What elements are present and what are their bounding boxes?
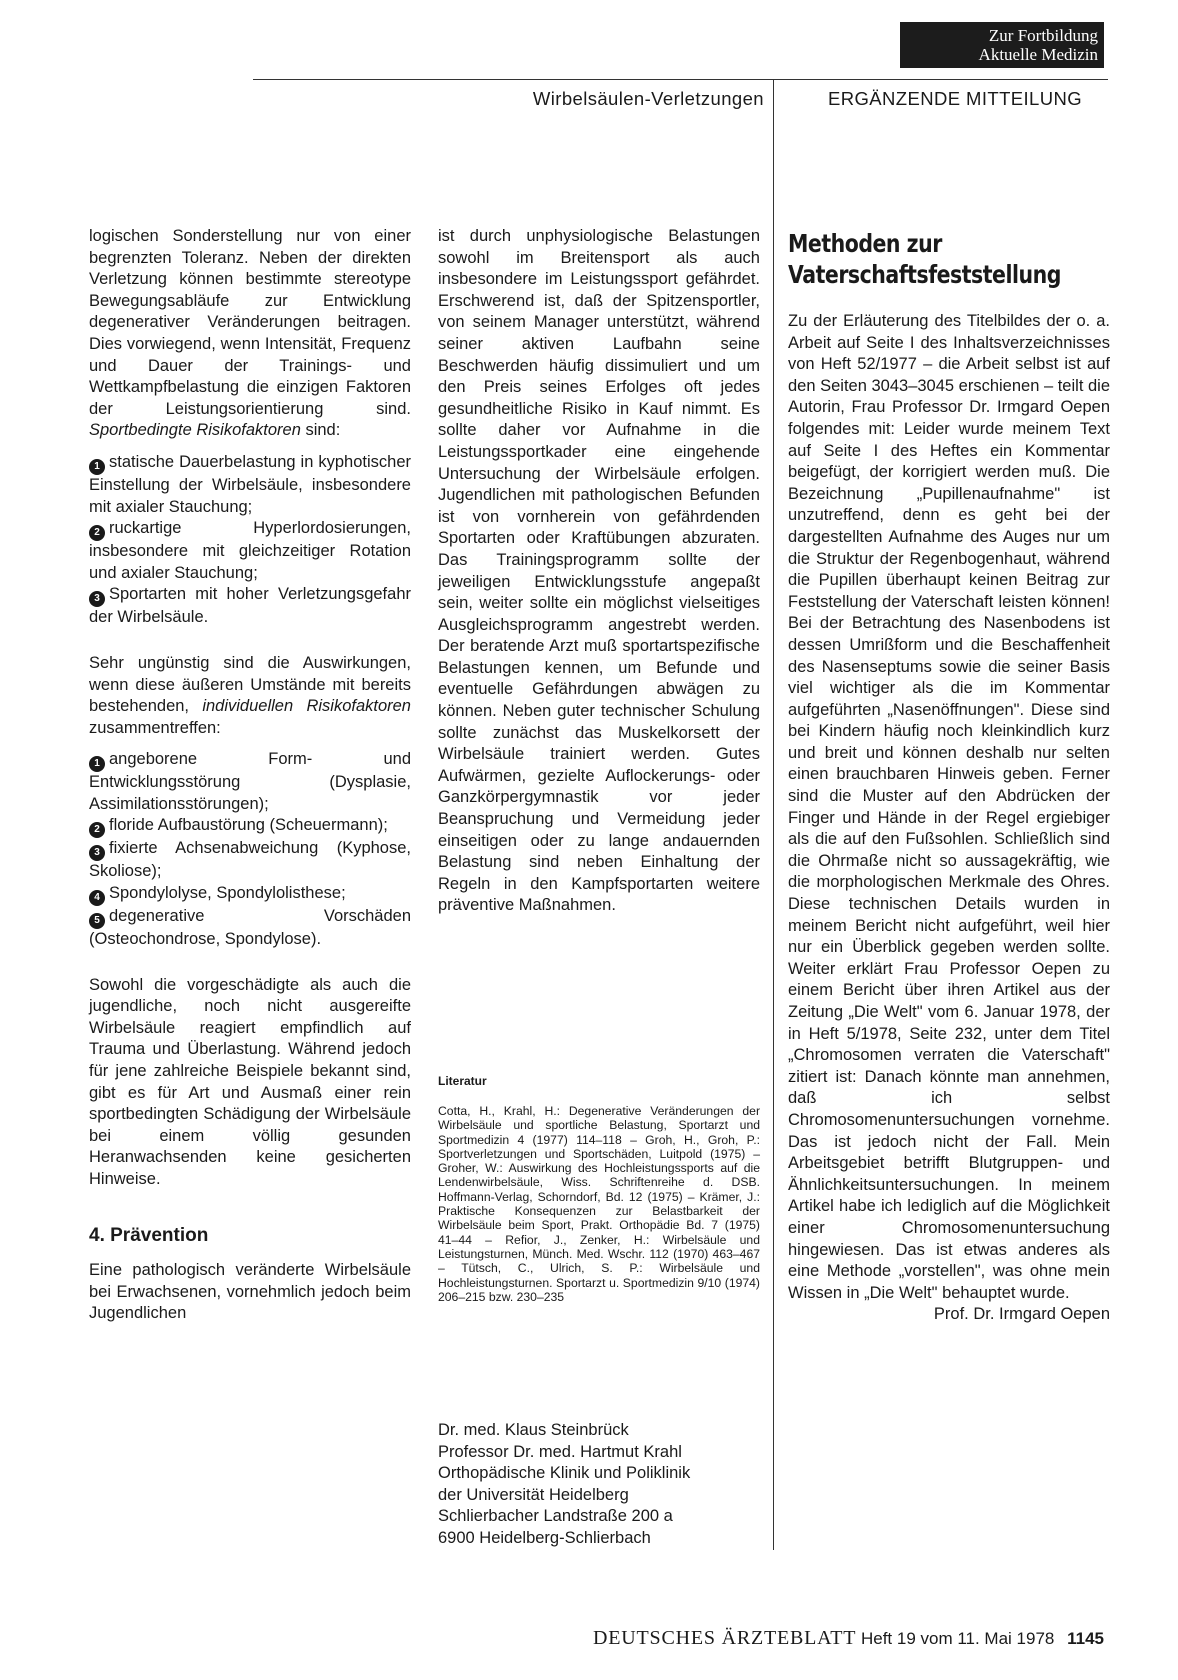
text-span: zusammentreffen: — [89, 718, 221, 737]
address-line: Dr. med. Klaus Steinbrück — [438, 1421, 629, 1439]
list-item-text: Sportarten mit hoher Verletzungsgefahr der Wirbelsäule. — [89, 585, 411, 627]
article-title — [788, 228, 1059, 290]
column-divider — [773, 79, 774, 1550]
list-item-text: statische Dauerbelastung in kyphotischer Einstellung der Wirbelsäule, insbesondere mit axialer Stauchung; — [89, 452, 411, 516]
title-line-1: Methoden zur — [788, 229, 942, 258]
list-item-text: Spondylolyse, Spondylolisthese; — [109, 884, 346, 903]
address-line: Orthopädische Klinik und Poliklinik — [438, 1464, 691, 1483]
paragraph: Sowohl die vorgeschädigte als auch die jugendliche, noch nicht ausgereifte Wirbelsäule reagiert empfindlich auf Trauma und Überlastung. Während jedoch für jene zahlreiche Beispiele bekannt sind, gibt es für Art und Ausmaß einer rein sportbedingten Schädigung der Wirbelsäule bei einem völlig gesunden Heranwachsenden keine gesicherten Hinweise. — [89, 975, 411, 1188]
list-item — [89, 838, 411, 883]
paragraph: Eine pathologisch veränderte Wirbelsäule bei Erwachsenen, vornehmlich jedoch beim Jugendlichen — [89, 1261, 411, 1323]
issue-info: Heft 19 vom 11. Mai 1978 — [860, 1629, 1055, 1648]
badge-line-2: Aktuelle Medizin — [978, 45, 1098, 64]
list-item — [89, 815, 411, 838]
list-item-text: fixierte Achsenabweichung (Kyphose, Skoliose); — [89, 839, 411, 881]
paragraph: Zu der Erläuterung des Titelbildes der o. a. Arbeit auf Seite I des Inhaltsverzeichnisses von Heft 52/1977 – die Arbeit selbst ist auf den Seiten 3043–3045 erschienen – teilt die Autorin, Frau Professor Dr. Irmgard Oepen folgendes mit: Leider wurde meinem Text auf Seite I des Heftes ein Kommentar beigefügt, der korrigiert werden muß. Die Bezeichnung „Pupillenaufnahme" ist unzutreffend, denn es geht bei der dargestellten Aufnahme des Auges nur um die Struktur der Regenbogenhaut, während die Pupillen überhaupt keinen Beitrag zur Feststellung der Vaterschaft leisten können! Bei der Betrachtung des Nasenbodens ist dessen Umrißform und die Beschaffenheit des Nasenseptums sowie die seiner Basis viel wichtiger als die im Kommentar aufgeführten „Nasenöffnungen". Diese sind bei Kindern häufig noch kleinkindlich kurz und breit und können deshalb nur selten einen brauchbaren Hinweis geben. Ferner sind die Muster auf den Abdrücken der Finger und Hände in der Regel ergiebiger als die auf den Fußsohlen. Schließlich sind die Ohrmaße nicht so aussagekräftig, wie die morphologischen Merkmale des Ohres. Diese technischen Details wurden in meinem Bericht nicht aufgeführt, weil hier nur ein Überblick gegeben werden sollte. Weiter erklärt Frau Professor Oepen zu einem Bericht über ihren Artikel aus der Zeitung „Die Welt" vom 6. Januar 1978, der in Heft 5/1978, Seite 232, unter dem Titel „Chromosomen verraten die Vaterschaft" zitiert ist: Danach könnte man annehmen, daß ich selbst Chromosomenuntersuchungen vornehme. Das ist jedoch nicht der Fall. Mein Arbeitsgebiet betrifft Blutgruppen- und Ähnlichkeitsuntersuchungen. In meinem Artikel habe ich lediglich auf die Möglichkeit einer Chromosomenuntersuchung hingewiesen. Das ist etwas anderes als eine Methode „vorstellen", was ohne mein Wissen in „Die Welt" behauptet wurde. — [788, 312, 1110, 1302]
address-line: 6900 Heidelberg-Schlierbach — [438, 1528, 651, 1547]
list-item — [89, 452, 411, 518]
number-bullet-icon: 2 — [89, 525, 105, 541]
section-heading: 4. Prävention — [89, 1224, 209, 1246]
signature: Prof. Dr. Irmgard Oepen — [933, 1305, 1110, 1324]
journal-name: DEUTSCHES ÄRZTEBLATT — [593, 1627, 857, 1649]
number-bullet-icon: 3 — [89, 845, 105, 861]
author-address — [438, 1420, 690, 1550]
italic-term: Sportbedingte Risikofaktoren — [89, 421, 301, 440]
paragraph — [89, 226, 411, 442]
text-span: Sehr ungünstig sind die Auswirkungen, wenn diese äußeren Umstände mit bereits bestehenden, — [89, 653, 411, 716]
number-bullet-icon: 2 — [89, 822, 105, 838]
column-2 — [438, 226, 760, 917]
badge-line-1: Zur Fortbildung — [988, 26, 1098, 45]
number-bullet-icon: 1 — [89, 756, 105, 772]
text-span: logischen Sonderstellung nur von einer begrenzten Toleranz. Neben der direkten Verletzung können bestimmte stereotype Bewegungsabläufe zur Entwicklung degenerativer Veränderungen beitragen. Dies vorwiegend, wenn Intensität, Frequenz und Dauer der Trainings- und Wettkampfbelastung die einzigen Faktoren der Leistungsorientierung sind. — [89, 227, 411, 418]
running-header-right: ERGÄNZENDE MITTEILUNG — [828, 88, 1083, 109]
literature-list: Cotta, H., Krahl, H.: Degenerative Veränderungen der Wirbelsäule und sportliche Belastung, Sportarzt und Sportmedizin 4 (1977) 114–118 – Groh, H., Groh, P.: Sportverletzungen und Sportschäden, Luitpold (1975) – Groher, W.: Auswirkung des Hochleistungssports auf die Lendenwirbelsäule, Wiss. Schriftenreihe d. DSB. Hoffmann-Verlag, Schorndorf, Bd. 12 (1975) – Krämer, J.: Praktische Konsequenzen zur Belastbarkeit der Wirbelsäule beim Sport, Prakt. Orthopädie Bd. 7 (1975) 41–44 – Refior, J., Zenker, H.: Wirbelsäule und Leistungsturnen, Münch. Med. Wschr. 112 (1970) 463–467 – Tütsch, C., Ulrich, S. P.: Wirbelsäule und Hochleistungsturnen. Sportarzt u. Sportmedizin 9/10 (1974) 206–215 bzw. 230–235 — [438, 1104, 760, 1304]
paragraph — [89, 653, 411, 739]
section-badge — [900, 22, 1104, 68]
list-item-text: degenerative Vorschäden (Osteochondrose, Spondylose). — [89, 907, 411, 949]
literature-heading: Literatur — [438, 1074, 487, 1088]
running-header-left: Wirbelsäulen-Verletzungen — [532, 88, 764, 109]
number-bullet-icon: 5 — [89, 913, 105, 929]
risk-list-individual — [89, 749, 411, 950]
page-number: 1145 — [1067, 1629, 1104, 1648]
address-line: Schlierbacher Landstraße 200 a — [438, 1507, 673, 1526]
text-span: sind: — [305, 421, 341, 440]
list-item-text: angeborene Form- und Entwicklungsstörung (Dysplasie, Assimilationsstörungen); — [89, 750, 411, 813]
page-footer — [593, 1627, 1104, 1650]
paragraph: ist durch unphysiologische Belastungen sowohl im Breitensport als auch insbesondere im Leistungssport gefährdet. Erschwerend ist, daß der Spitzensportler, von seinem Manager unterstützt, während seiner aktiven Laufbahn seine Beschwerden häufig dissimuliert und um den Preis seines Erfolges oft jedes gesundheitliche Risiko in Kauf nimmt. Es sollte daher vor Aufnahme in die Leistungssportkader eine eingehende Untersuchung der Wirbelsäule erfolgen. Jugendlichen mit pathologischen Befunden ist von vornherein von gefährdenden Sportarten oder Kraftübungen abzuraten. Das Trainingsprogramm sollte der jeweiligen Entwicklungsstufe angepaßt sein, weiter sollte ein möglichst vielseitiges Ausgleichsprogramm angestrebt werden. Der beratende Arzt muß sportartspezifische Belastungen kennen, um Befunde und eventuelle Gefährdungen abwägen zu können. Neben guter technischer Schulung sollte zunächst das Muskelkorsett der Wirbelsäule trainiert werden. Gutes Aufwärmen, gezielte Auflockerungs- oder Ganzkörpergymnastik vor jeder Beanspruchung und Vermeidung jeder einseitigen oder zu lange andauernden Belastung sind neben Einhaltung der Regeln in den Kampfsportarten weitere präventive Maßnahmen. — [438, 227, 760, 915]
list-item-text: floride Aufbaustörung (Scheuermann); — [109, 816, 388, 835]
address-line: der Universität Heidelberg — [438, 1485, 629, 1504]
number-bullet-icon: 3 — [89, 591, 105, 607]
list-item — [89, 883, 411, 906]
list-item — [89, 906, 411, 951]
column-3 — [788, 311, 1110, 1326]
risk-list-sport — [89, 452, 411, 629]
title-line-2: Vaterschaftsfeststellung — [788, 260, 1061, 289]
column-1 — [89, 226, 411, 1325]
number-bullet-icon: 1 — [89, 459, 105, 475]
italic-term: individuellen Risikofaktoren — [202, 697, 411, 716]
list-item-text: ruckartige Hyperlordosierungen, insbesondere mit gleichzeitiger Rotation und axialer Stauchung; — [89, 519, 411, 582]
list-item — [89, 584, 411, 629]
address-line: Professor Dr. med. Hartmut Krahl — [438, 1442, 682, 1461]
list-item — [89, 518, 411, 584]
number-bullet-icon: 4 — [89, 890, 105, 906]
list-item — [89, 749, 411, 815]
header-rule — [253, 79, 1108, 80]
